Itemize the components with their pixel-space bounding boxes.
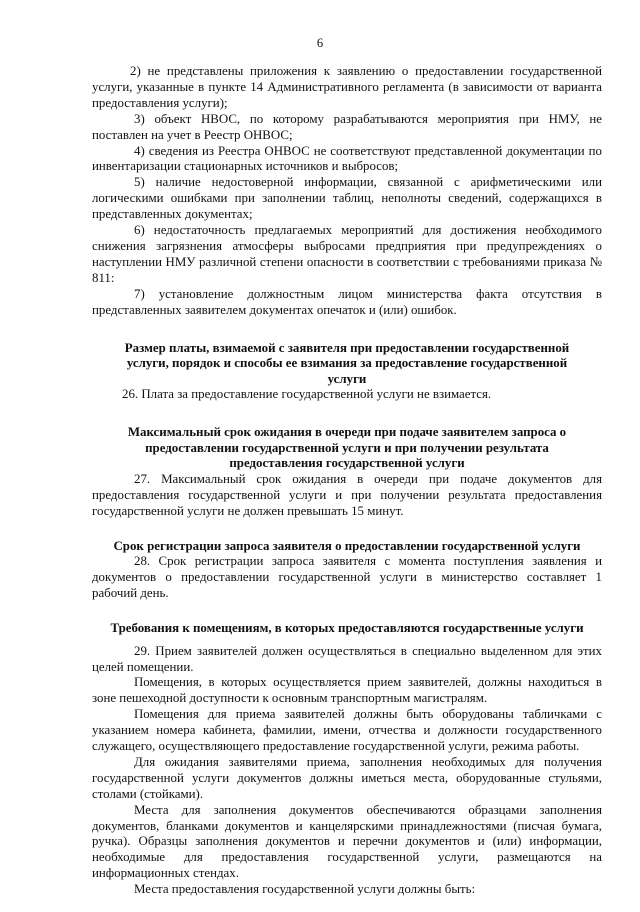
section-heading-registration: Срок регистрации запроса заявителя о предоставлении государственной услуги: [113, 538, 581, 553]
section-heading-wait: Максимальный срок ожидания в очереди при подаче заявителем запроса о предоставлении государственной услуги и при получении результата предоставления государственной услуги: [127, 425, 567, 471]
paragraph: Помещения для приема заявителей должны быть оборудованы табличками с указанием номера кабинета, фамилии, имени, отчества и должности государственного служащего, осуществляющего предоставление государственной услуги, режима работы.: [92, 707, 602, 754]
paragraph: Для ожидания заявителями приема, заполнения необходимых для получения государственной услуги документов должны иметься места, оборудованные стульями, столами (стойками).: [92, 754, 602, 801]
list-item: 4) сведения из Реестра ОНВОС не соответствуют представленной документации по инвентаризации стационарных источников и выбросов;: [92, 143, 602, 174]
list-item: 6) недостаточность предлагаемых мероприятий для достижения необходимого снижения загрязнения атмосферы выбросами предприятия при предупреждениях о наступлении НМУ различной степени опасности в соответствии с требованиями приказа № 811:: [92, 223, 602, 285]
paragraph: 26. Плата за предоставление государственной услуги не взимается.: [122, 387, 492, 402]
section-heading-fee: Размер платы, взимаемой с заявителя при предоставлении государственной услуги, порядок и способы ее взимания за предоставление государственной услуги: [124, 340, 570, 386]
paragraph: Места для заполнения документов обеспечиваются образцами заполнения документов, бланками документов и канцелярскими принадлежностями (писчая бумага, ручка). Образцы заполнения документов и перечни документов и (или) информации, необходимые для предоставления государственной услуги, размещаются на информационных стендах.: [92, 802, 602, 881]
paragraph: 28. Срок регистрации запроса заявителя с момента поступления заявления и документов о предоставлении государственной услуги в министерство составляет 1 рабочий день.: [92, 554, 602, 601]
list-item: 2) не представлены приложения к заявлению о предоставлении государственной услуги, указанные в пункте 14 Административного регламента (в зависимости от варианта предоставления услуги);: [92, 64, 602, 110]
paragraph: 27. Максимальный срок ожидания в очереди при подаче документов для предоставления государственной услуги и при получении результата предоставления государственной услуги не должен превышать 15 минут.: [92, 471, 602, 518]
paragraph: Помещения, в которых осуществляется прием заявителей, должны находиться в зоне пешеходной доступности к основным транспортным магистралям.: [92, 675, 602, 706]
list-item: 7) установление должностным лицом министерства факта отсутствия в представленных заявителем документах опечаток и (или) ошибок.: [92, 286, 602, 317]
paragraph: Места предоставления государственной услуги должны быть:: [134, 882, 476, 897]
section-heading-premises: Требования к помещениям, в которых предоставляются государственные услуги: [110, 621, 584, 635]
paragraph: 29. Прием заявителей должен осуществляться в специально выделенном для этих целей помещении.: [92, 643, 602, 674]
document-body: [92, 64, 602, 898]
list-item: 3) объект НВОС, по которому разрабатываются мероприятия при НМУ, не поставлен на учет в Реестр ОНВОС;: [92, 111, 602, 142]
page-number: 6: [316, 36, 324, 50]
list-item: 5) наличие недостоверной информации, связанной с арифметическими или логическими ошибками при заполнении таблиц, неполноты сведений, содержащихся в представленных документах;: [92, 175, 602, 222]
